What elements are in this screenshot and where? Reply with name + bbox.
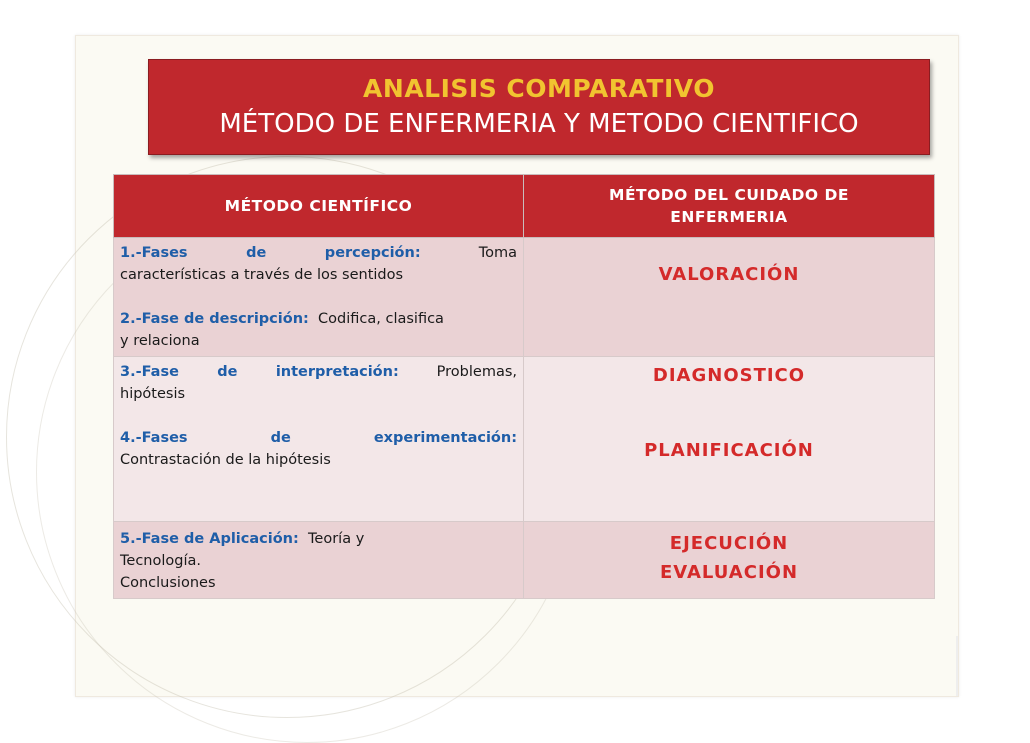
phase-text: Problemas, [436, 364, 518, 380]
result-label: VALORACIÓN [658, 264, 800, 285]
table-row [114, 522, 935, 599]
result-label: EVALUACIÓN [659, 562, 799, 583]
cell-phases [114, 522, 524, 599]
table-row [114, 357, 935, 522]
phase-text: Tecnología. [120, 553, 201, 569]
phase-text: Codifica, clasifica [318, 311, 444, 327]
result-label: EJECUCIÓN [669, 533, 789, 554]
decorative-line [956, 636, 958, 696]
cell-phases [114, 357, 524, 522]
result-label: PLANIFICACIÓN [644, 440, 814, 461]
cell-result [524, 357, 935, 522]
title-main: ANALISIS COMPARATIVO [363, 74, 715, 103]
phase-text: Conclusiones [120, 575, 216, 591]
comparison-table [113, 174, 935, 599]
phase-text: y relaciona [120, 333, 200, 349]
cell-result [524, 238, 935, 357]
header-scientific-method [114, 175, 524, 238]
phase-label: 3.-Fase de interpretación: [120, 364, 399, 380]
phase-text: características a través de los sentidos [120, 267, 404, 283]
header-nursing-method [524, 175, 935, 238]
phase-line [120, 242, 517, 264]
header-label: MÉTODO DEL CUIDADO DE [609, 186, 849, 204]
phase-label: 4.-Fases de experimentación: [120, 430, 517, 446]
phase-text: Contrastación de la hipótesis [120, 452, 331, 468]
phase-text: Toma [478, 245, 518, 261]
table-header-row [114, 175, 935, 238]
phase-label: 2.-Fase de descripción: [120, 311, 309, 327]
phase-label: 1.-Fases de percepción: [120, 245, 421, 261]
title-box [148, 59, 930, 155]
title-subtitle: MÉTODO DE ENFERMERIA Y METODO CIENTIFICO [219, 109, 859, 139]
header-label: ENFERMERIA [670, 208, 788, 226]
table-row [114, 238, 935, 357]
phase-line [120, 361, 517, 383]
phase-text: hipótesis [120, 386, 186, 402]
phase-label: 5.-Fase de Aplicación: [120, 531, 299, 547]
result-label: DIAGNOSTICO [652, 365, 806, 386]
phase-text: Teoría y [308, 531, 365, 547]
cell-result [524, 522, 935, 599]
cell-phases [114, 238, 524, 357]
header-label: MÉTODO CIENTÍFICO [224, 197, 413, 215]
